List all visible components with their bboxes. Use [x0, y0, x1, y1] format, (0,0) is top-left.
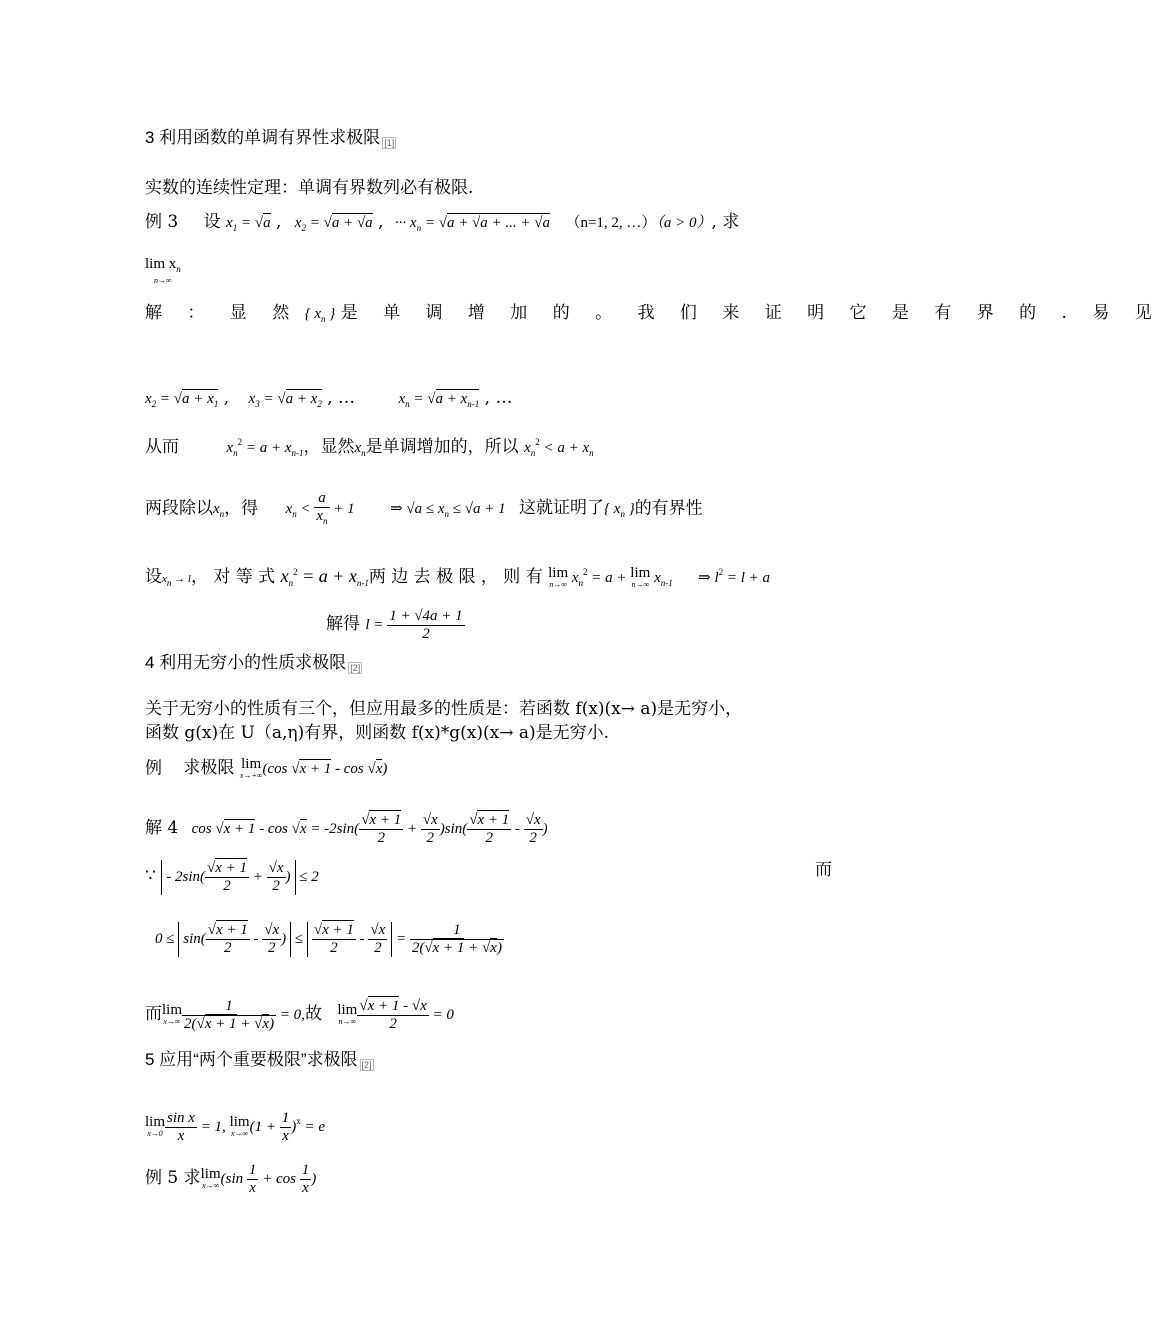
qiu-text: , 求 [711, 212, 740, 232]
section-5-title: 5 应用“两个重要极限”求极限 [145, 1050, 358, 1069]
example-5-label: 例 5 求 [145, 1167, 201, 1188]
index-condition: （n=1, 2, …） [565, 215, 657, 231]
example-4-text: 求极限 [183, 758, 235, 779]
example-3-she: 设 [203, 212, 221, 232]
equation-text: ， 对 等 式 [190, 567, 276, 587]
example-4-line [145, 758, 387, 782]
ref-2b: [2] [361, 1060, 372, 1070]
gu-text: 故 [304, 1003, 322, 1024]
formula-example-4: lim x→+∞ (cos √x + 1 - cos √x) [239, 756, 388, 780]
example-5-line [145, 1162, 316, 1197]
xianran-text: ，显然 [303, 437, 355, 457]
formula-x1: $x_1 = √a$ [226, 215, 271, 233]
formula-xn: ··· $x_n = √a + √a$ + ... + √a [394, 215, 551, 233]
er-text-2: 而 [145, 1003, 162, 1024]
solve-line [326, 608, 465, 643]
a-positive-condition: （a > 0） [656, 215, 712, 231]
example-4-label: 例 [145, 758, 162, 779]
sequence-xn: { $x_n$ } [304, 306, 336, 324]
formula-bound: $x_n^2 < a + x_n$ [524, 437, 594, 458]
formula-l-solution: l = $\frac{1 + √4a + 1}{2}$ [365, 608, 463, 642]
section-3-heading [145, 128, 396, 153]
sequence-xn-2: { $x_n$ } [604, 501, 635, 520]
divide-text: 两段除以 [145, 498, 213, 519]
example-3-line: 例 3 设 $x_1 = √a$ , $x_2 = √a + √a$ , ··· $x_n = √a + √a$ + ... + √a （n=1, 2, …）（a > 0）, 求 [145, 212, 740, 233]
solution-line [145, 303, 1162, 329]
therefore-line [145, 432, 594, 463]
formula-x3-rec: $x_3 = √a + x_2$ [248, 391, 322, 409]
paragraph-continuity-theorem: 实数的连续性定理：单调有界数列必有极限. [145, 178, 474, 198]
important-limits-line [145, 1110, 325, 1145]
formula-sqrt-bound: ⇒ $√a \le x_n \le √a + 1$ [390, 501, 506, 520]
formula-limit-eq: lim n→∞ $x_n^2 = a$ + lim n→∞ $x_{n-1}$ [548, 564, 673, 589]
proved-text: 这就证明了 [519, 498, 605, 519]
paragraph-infinitesimal-1: 关于无穷小的性质有三个，但应用最多的性质是：若函数 f(x)(x→ a)是无穷小， [145, 699, 743, 719]
formula-xn-square-big: $x_n^2 = a + x_{n-1}$ [280, 566, 369, 588]
divide-line [145, 490, 703, 530]
increasing-text: 是单调增加的，所以 [365, 437, 519, 457]
section-5-heading [145, 1050, 374, 1075]
solution-4-line [145, 812, 548, 847]
formula-sum-to-product: cos √x + 1 - cos √x = -2sin( $\frac{√x + 1}{2}$ + $\frac{√x}{2}$ )sin( $\frac{√x + 1}{2}$ - $\frac{√x}{2}$ ) [191, 812, 548, 846]
formula-bounded: - 2sin( $\frac{√x + 1}{2}$ + $\frac{√x}{2}$ ) ≤ 2 [161, 869, 319, 885]
paragraph-infinitesimal-2: 函数 g(x)在 U（a,η)有界，则函数 f(x)*g(x)(x→ a)是无穷小. [145, 723, 610, 743]
formula-x2: $x_2 = √a + √a$ [294, 215, 373, 233]
limit-equation-line [145, 562, 770, 593]
formula-important-limits: lim x→0 $\frac{\text{sin x}}{x}$ = 1, lim x→∞ (1 + $\frac{1}{x}$ )$^x$ = e [145, 1110, 325, 1144]
she-text: 设 [145, 567, 162, 587]
recurrence-line: $x_2 = √a + x_1$ , $x_3 = √a + x_2$ , … $x_n = √a + x_{n-1}$ , … [145, 388, 513, 409]
xn-symbol: $x_n$ [354, 440, 366, 458]
limit-target [145, 258, 181, 287]
formula-xn-square: $x_n^2 = a + x_{n-1}$ [226, 437, 304, 458]
formula-x2-rec: $x_2 = √a + x_1$ [145, 391, 219, 409]
section-3-title: 3 利用函数的单调有界性求极限 [145, 128, 381, 147]
boundedness-text: 的有界性 [634, 498, 703, 519]
infinitesimal-inequality [155, 922, 504, 957]
congering-text: 从而 [145, 437, 179, 457]
jiede-text: 解得 [326, 613, 360, 634]
formula-example-5: lim x→∞ (sin $\frac{1}{x}$ + cos $\frac{1}{x}$ ) [200, 1162, 317, 1196]
xn-divisor: $x_n$ [213, 501, 225, 520]
formula-xn-ineq: $x_n$ < $\frac{a}{x_n}$ + 1 [285, 490, 355, 526]
lim-xn: $\lim x_n$ n→∞ [145, 256, 181, 285]
xn-to-l: $x_n \to l$ [162, 573, 191, 588]
er-text: 而 [815, 860, 832, 880]
formula-final-lim: lim n→∞ $\frac{√x + 1 - √x}{2}$ = 0 [337, 998, 454, 1032]
ref-2a: [2] [350, 663, 361, 673]
solution-4-label: 解 4 [145, 817, 179, 838]
take-limit-text: 两 边 去 极 限 ， 则 有 [368, 567, 543, 587]
de-text: ，得 [224, 498, 259, 519]
because-symbol: ∵ [145, 865, 156, 886]
formula-xn-rec: $x_n = √a + x_{n-1}$ [398, 391, 480, 409]
section-4-title: 4 利用无穷小的性质求极限 [145, 653, 347, 672]
solution-mid: 是 单 调 增 加 的 。 我 们 来 证 明 它 是 有 界 的 . 易 见 [340, 303, 1162, 323]
formula-sin-bound: 0 ≤ sin( $\frac{√x + 1}{2}$ - $\frac{√x}{2}$ ) ≤ $\frac{√x + 1}{2}$ - $\frac{√x}{2}$ = $\frac{1}{2(√x + 1 + √x)}$ [155, 922, 502, 956]
ref-1: [1] [384, 138, 395, 148]
formula-lim-zero: lim x→∞ $\frac{1}{2(√x + 1 + √x)}$ = 0, [162, 998, 305, 1032]
formula-l-eq: ⇒ $l^2 = l + a$ [698, 567, 771, 586]
section-4-heading [145, 653, 362, 678]
bounded-line [145, 860, 319, 895]
conclusion-line [145, 998, 454, 1033]
example-3-label: 例 3 [145, 212, 179, 232]
solution-head: 解 ： 显 然 [145, 303, 300, 323]
